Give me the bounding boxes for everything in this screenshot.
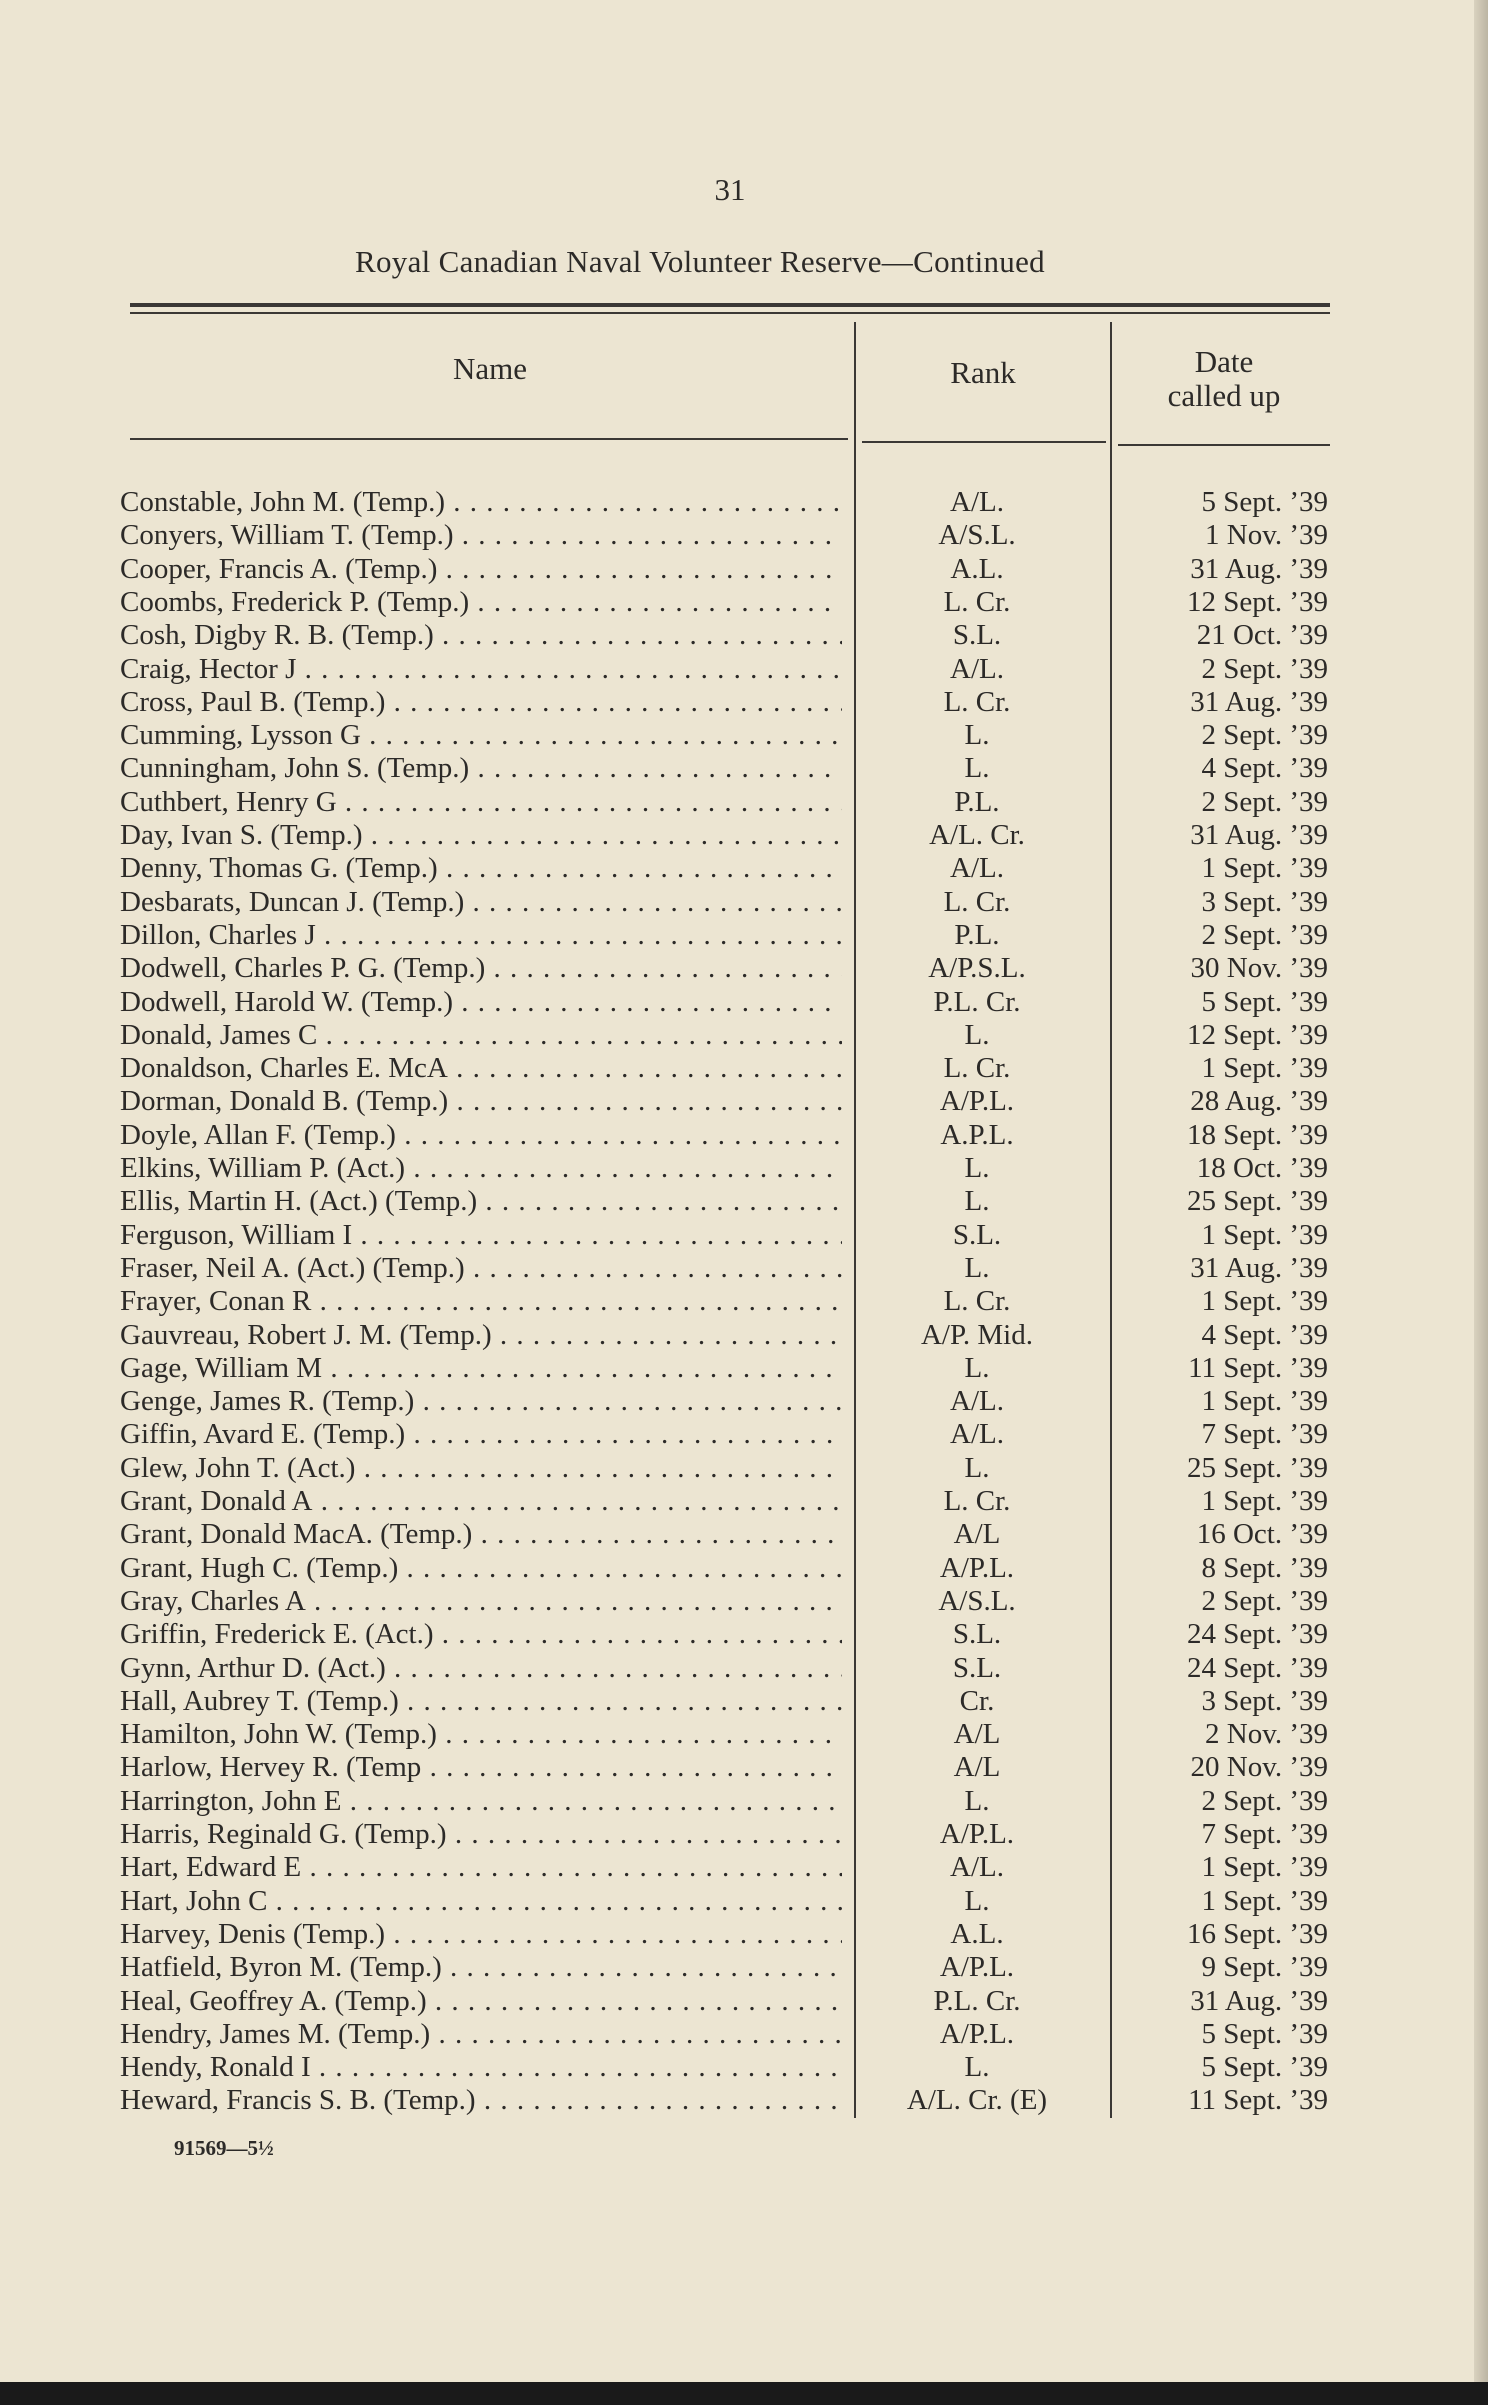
- table-row: [0, 1319, 1488, 1352]
- row-rank: S.L.: [952, 1218, 1002, 1251]
- row-name: Gynn, Arthur D. (Act.) . . .: [120, 1652, 842, 1685]
- row-name: Hart, Edward E . . .: [120, 1851, 842, 1884]
- table-row: [0, 1019, 1488, 1052]
- column-header-date: [1114, 345, 1334, 413]
- row-date-called-up: 31 Aug. ’39: [1190, 1984, 1328, 2017]
- table-row: [0, 1851, 1488, 1884]
- table-row: [0, 553, 1488, 586]
- row-name: Cumming, Lysson G . . .: [120, 719, 842, 752]
- printer-code: 91569—5½: [174, 2136, 274, 2160]
- table-row: [0, 1052, 1488, 1085]
- row-rank: A/L.: [950, 1385, 1004, 1418]
- row-date-called-up: 1 Sept. ’39: [1201, 1218, 1328, 1251]
- row-name: Glew, John T. (Act.) . . .: [120, 1452, 842, 1485]
- page-edge-bottom: [0, 2382, 1488, 2405]
- row-name: Heal, Geoffrey A. (Temp.) . . .: [120, 1985, 842, 2018]
- row-date-called-up: 1 Sept. ’39: [1201, 1385, 1328, 1418]
- row-date-called-up: 2 Sept. ’39: [1201, 918, 1328, 951]
- table-row: [0, 819, 1488, 852]
- row-rank: A/L: [953, 1718, 1001, 1751]
- row-name: Gray, Charles A . . .: [120, 1585, 842, 1618]
- row-name: Hendry, James M. (Temp.) . . .: [120, 2018, 842, 2051]
- row-rank: L. Cr.: [943, 1485, 1011, 1517]
- row-date-called-up: 25 Sept. ’39: [1187, 1451, 1328, 1484]
- header-top-rule-thin: [130, 312, 1330, 314]
- row-rank: L.: [964, 1784, 990, 1817]
- row-name: Griffin, Frederick E. (Act.) . . .: [120, 1618, 842, 1651]
- table-row: [0, 1119, 1488, 1152]
- table-row: [0, 2084, 1488, 2117]
- table-row: [0, 1085, 1488, 1118]
- row-date-called-up: 31 Aug. ’39: [1190, 685, 1328, 718]
- page-heading: Royal Canadian Naval Volunteer Reserve—Continued: [355, 244, 1045, 279]
- row-date-called-up: 5 Sept. ’39: [1201, 486, 1328, 518]
- row-name: Heward, Francis S. B. (Temp.) . . .: [120, 2084, 842, 2117]
- row-date-called-up: 21 Oct. ’39: [1196, 619, 1328, 652]
- row-date-called-up: 2 Sept. ’39: [1201, 785, 1328, 818]
- row-rank: A/L. Cr. (E): [906, 2084, 1048, 2117]
- table-row: [0, 852, 1488, 885]
- row-rank: L.: [964, 752, 990, 785]
- row-date-called-up: 3 Sept. ’39: [1201, 885, 1328, 918]
- row-rank: A/L: [953, 1518, 1001, 1551]
- table-row: [0, 1219, 1488, 1252]
- row-rank: A/L.: [950, 652, 1004, 685]
- row-date-called-up: 1 Sept. ’39: [1201, 1052, 1328, 1085]
- row-name: Harlow, Hervey R. (Temp . . .: [120, 1751, 842, 1784]
- row-date-called-up: 3 Sept. ’39: [1201, 1684, 1328, 1717]
- row-date-called-up: 1 Sept. ’39: [1201, 1851, 1328, 1884]
- table-row: [0, 1985, 1488, 2018]
- row-date-called-up: 9 Sept. ’39: [1201, 1951, 1328, 1984]
- row-date-called-up: 12 Sept. ’39: [1187, 1018, 1328, 1051]
- row-name: Giffin, Avard E. (Temp.) . . .: [120, 1418, 842, 1451]
- row-rank: S.L.: [952, 619, 1002, 652]
- table-row: [0, 1152, 1488, 1185]
- table-row: [0, 986, 1488, 1019]
- table-row: [0, 486, 1488, 519]
- row-date-called-up: 28 Aug. ’39: [1190, 1085, 1328, 1118]
- table-row: [0, 1185, 1488, 1218]
- row-rank: L.: [964, 1152, 990, 1184]
- table-row: [0, 2018, 1488, 2051]
- row-rank: A/S.L.: [938, 1584, 1016, 1617]
- row-name: Harvey, Denis (Temp.) . . .: [120, 1918, 842, 1951]
- row-name: Craig, Hector J . . .: [120, 653, 842, 686]
- row-date-called-up: 8 Sept. ’39: [1201, 1551, 1328, 1584]
- table-row: [0, 2051, 1488, 2084]
- row-date-called-up: 7 Sept. ’39: [1201, 1418, 1328, 1451]
- table-row: [0, 1918, 1488, 1951]
- row-name: Frayer, Conan R . . .: [120, 1285, 842, 1318]
- row-date-called-up: 1 Sept. ’39: [1201, 1485, 1328, 1517]
- table-row: [0, 886, 1488, 919]
- table-row: [0, 1652, 1488, 1685]
- row-rank: A/S.L.: [938, 519, 1016, 552]
- row-date-called-up: 1 Nov. ’39: [1205, 519, 1328, 552]
- table-row: [0, 1951, 1488, 1984]
- table-row: [0, 1418, 1488, 1451]
- table-row: [0, 653, 1488, 686]
- row-name: Cooper, Francis A. (Temp.) . . .: [120, 553, 842, 586]
- table-row: [0, 619, 1488, 652]
- row-date-called-up: 16 Sept. ’39: [1187, 1917, 1328, 1950]
- row-name: Grant, Donald MacA. (Temp.) . . .: [120, 1518, 842, 1551]
- row-rank: S.L.: [952, 1651, 1002, 1684]
- row-rank: A.P.L.: [940, 1118, 1014, 1151]
- table-row: [0, 1618, 1488, 1651]
- row-name: Elkins, William P. (Act.) . . .: [120, 1152, 842, 1185]
- row-rank: A/P.L.: [939, 1818, 1015, 1850]
- header-bottom-rule-name: [130, 438, 848, 440]
- table-row: [0, 1585, 1488, 1618]
- row-date-called-up: 1 Sept. ’39: [1201, 1884, 1328, 1917]
- row-name: Genge, James R. (Temp.) . . .: [120, 1385, 842, 1418]
- row-rank: L. Cr.: [943, 1285, 1011, 1318]
- row-name: Hamilton, John W. (Temp.) . . .: [120, 1718, 842, 1751]
- row-name: Desbarats, Duncan J. (Temp.) . . .: [120, 886, 842, 919]
- row-date-called-up: 24 Sept. ’39: [1187, 1651, 1328, 1684]
- table-row: [0, 1352, 1488, 1385]
- row-rank: L.: [964, 1884, 990, 1917]
- row-name: Grant, Donald A . . .: [120, 1485, 842, 1518]
- table-row: [0, 919, 1488, 952]
- row-name: Day, Ivan S. (Temp.) . . .: [120, 819, 842, 852]
- row-rank: A.L.: [950, 552, 1004, 585]
- row-rank: L.: [964, 1251, 990, 1284]
- row-rank: L. Cr.: [943, 685, 1011, 718]
- row-date-called-up: 25 Sept. ’39: [1187, 1185, 1328, 1218]
- row-rank: L.: [964, 1451, 990, 1484]
- row-name: Hart, John C . . .: [120, 1885, 842, 1918]
- row-date-called-up: 1 Sept. ’39: [1201, 852, 1328, 885]
- row-rank: A/L.: [950, 486, 1004, 518]
- row-rank: Cr.: [959, 1684, 995, 1717]
- row-name: Dodwell, Charles P. G. (Temp.) . . .: [120, 952, 842, 985]
- header-bottom-rule-date: [1118, 444, 1330, 446]
- row-name: Harris, Reginald G. (Temp.) . . .: [120, 1818, 842, 1851]
- row-rank: A/L: [953, 1751, 1001, 1784]
- row-date-called-up: 30 Nov. ’39: [1190, 952, 1328, 985]
- row-rank: A/L.: [950, 1418, 1004, 1451]
- row-rank: P.L.: [954, 785, 1000, 818]
- column-header-name: Name: [452, 351, 528, 386]
- row-rank: L.: [964, 1351, 990, 1384]
- row-rank: L.: [964, 1185, 990, 1218]
- row-date-called-up: 2 Sept. ’39: [1201, 719, 1328, 752]
- column-header-rank: Rank: [950, 355, 1016, 390]
- row-name: Ellis, Martin H. (Act.) (Temp.) . . .: [120, 1185, 842, 1218]
- row-rank: L. Cr.: [943, 885, 1011, 918]
- row-rank: S.L.: [952, 1618, 1002, 1651]
- row-date-called-up: 18 Oct. ’39: [1196, 1152, 1328, 1184]
- row-rank: A/P.L.: [939, 1085, 1015, 1118]
- row-date-called-up: 20 Nov. ’39: [1190, 1751, 1328, 1784]
- page-number: 31: [714, 172, 746, 207]
- row-date-called-up: 2 Sept. ’39: [1201, 1584, 1328, 1617]
- row-date-called-up: 4 Sept. ’39: [1201, 1318, 1328, 1351]
- row-date-called-up: 24 Sept. ’39: [1187, 1618, 1328, 1651]
- row-rank: L.: [964, 1018, 990, 1051]
- row-date-called-up: 4 Sept. ’39: [1201, 752, 1328, 785]
- table-row: [0, 786, 1488, 819]
- row-name: Cunningham, John S. (Temp.) . . .: [120, 752, 842, 785]
- row-name: Fraser, Neil A. (Act.) (Temp.) . . .: [120, 1252, 842, 1285]
- row-date-called-up: 1 Sept. ’39: [1201, 1285, 1328, 1318]
- row-rank: P.L. Cr.: [933, 985, 1021, 1018]
- table-row: [0, 1885, 1488, 1918]
- row-name: Ferguson, William I . . .: [120, 1219, 842, 1252]
- row-name: Harrington, John E . . .: [120, 1785, 842, 1818]
- row-name: Cross, Paul B. (Temp.) . . .: [120, 686, 842, 719]
- page-edge-right: [1474, 0, 1488, 2405]
- row-rank: A/L.: [950, 1851, 1004, 1884]
- row-date-called-up: 5 Sept. ’39: [1201, 985, 1328, 1018]
- row-rank: A/L.: [950, 852, 1004, 885]
- table-row: [0, 1285, 1488, 1318]
- row-rank: A/P.L.: [939, 2017, 1015, 2050]
- row-rank: A/L. Cr.: [929, 819, 1025, 851]
- row-date-called-up: 12 Sept. ’39: [1187, 585, 1328, 618]
- table-row: [0, 686, 1488, 719]
- row-name: Cosh, Digby R. B. (Temp.) . . .: [120, 619, 842, 652]
- row-date-called-up: 5 Sept. ’39: [1201, 2017, 1328, 2050]
- row-rank: A/P.L.: [939, 1951, 1015, 1984]
- table-row: [0, 1485, 1488, 1518]
- table-row: [0, 1552, 1488, 1585]
- table-row: [0, 586, 1488, 619]
- row-date-called-up: 11 Sept. ’39: [1188, 2084, 1328, 2117]
- row-name: Gage, William M . . .: [120, 1352, 842, 1385]
- row-name: Conyers, William T. (Temp.) . . .: [120, 519, 842, 552]
- table-row: [0, 1718, 1488, 1751]
- row-rank: A/P.L.: [939, 1551, 1015, 1584]
- table-row: [0, 1385, 1488, 1418]
- row-name: Hall, Aubrey T. (Temp.) . . .: [120, 1685, 842, 1718]
- row-name: Hendy, Ronald I . . .: [120, 2051, 842, 2084]
- table-row: [0, 952, 1488, 985]
- row-name: Cuthbert, Henry G . . .: [120, 786, 842, 819]
- row-date-called-up: 2 Sept. ’39: [1201, 1784, 1328, 1817]
- table-row: [0, 519, 1488, 552]
- row-date-called-up: 31 Aug. ’39: [1190, 552, 1328, 585]
- column-header-date-line2: called up: [1167, 378, 1281, 413]
- row-date-called-up: 5 Sept. ’39: [1201, 2051, 1328, 2084]
- row-rank: A/P. Mid.: [920, 1318, 1033, 1351]
- row-name: Gauvreau, Robert J. M. (Temp.) . . .: [120, 1319, 842, 1352]
- row-rank: A/P.S.L.: [928, 952, 1026, 985]
- row-name: Dorman, Donald B. (Temp.) . . .: [120, 1085, 842, 1118]
- table-row: [0, 752, 1488, 785]
- table-row: [0, 1685, 1488, 1718]
- row-date-called-up: 18 Sept. ’39: [1187, 1118, 1328, 1151]
- row-name: Hatfield, Byron M. (Temp.) . . .: [120, 1951, 842, 1984]
- row-date-called-up: 31 Aug. ’39: [1190, 1251, 1328, 1284]
- row-rank: L.: [964, 719, 990, 752]
- table-row: [0, 1818, 1488, 1851]
- table-row: [0, 1785, 1488, 1818]
- row-rank: P.L.: [954, 918, 1000, 951]
- row-name: Coombs, Frederick P. (Temp.) . . .: [120, 586, 842, 619]
- row-date-called-up: 11 Sept. ’39: [1188, 1351, 1328, 1384]
- row-name: Denny, Thomas G. (Temp.) . . .: [120, 852, 842, 885]
- row-name: Dodwell, Harold W. (Temp.) . . .: [120, 986, 842, 1019]
- column-header-date-line1: Date: [1194, 344, 1254, 379]
- row-name: Donaldson, Charles E. McA . . .: [120, 1052, 842, 1085]
- header-top-rule: [130, 303, 1330, 307]
- row-date-called-up: 7 Sept. ’39: [1201, 1818, 1328, 1850]
- table-row: [0, 1452, 1488, 1485]
- row-name: Dillon, Charles J . . .: [120, 919, 842, 952]
- table-row: [0, 1518, 1488, 1551]
- row-rank: A.L.: [950, 1917, 1004, 1950]
- row-name: Grant, Hugh C. (Temp.) . . .: [120, 1552, 842, 1585]
- table-row: [0, 719, 1488, 752]
- row-date-called-up: 16 Oct. ’39: [1196, 1518, 1328, 1551]
- row-rank: P.L. Cr.: [933, 1984, 1021, 2017]
- row-date-called-up: 31 Aug. ’39: [1190, 819, 1328, 851]
- row-rank: L.: [964, 2051, 990, 2084]
- table-row: [0, 1252, 1488, 1285]
- row-name: Constable, John M. (Temp.) . . .: [120, 486, 842, 519]
- row-name: Donald, James C . . .: [120, 1019, 842, 1052]
- row-date-called-up: 2 Sept. ’39: [1201, 652, 1328, 685]
- row-rank: L. Cr.: [943, 585, 1011, 618]
- table-row: [0, 1751, 1488, 1784]
- row-date-called-up: 2 Nov. ’39: [1205, 1718, 1328, 1751]
- header-bottom-rule-rank: [862, 441, 1106, 443]
- row-rank: L. Cr.: [943, 1052, 1011, 1085]
- row-name: Doyle, Allan F. (Temp.) . . .: [120, 1119, 842, 1152]
